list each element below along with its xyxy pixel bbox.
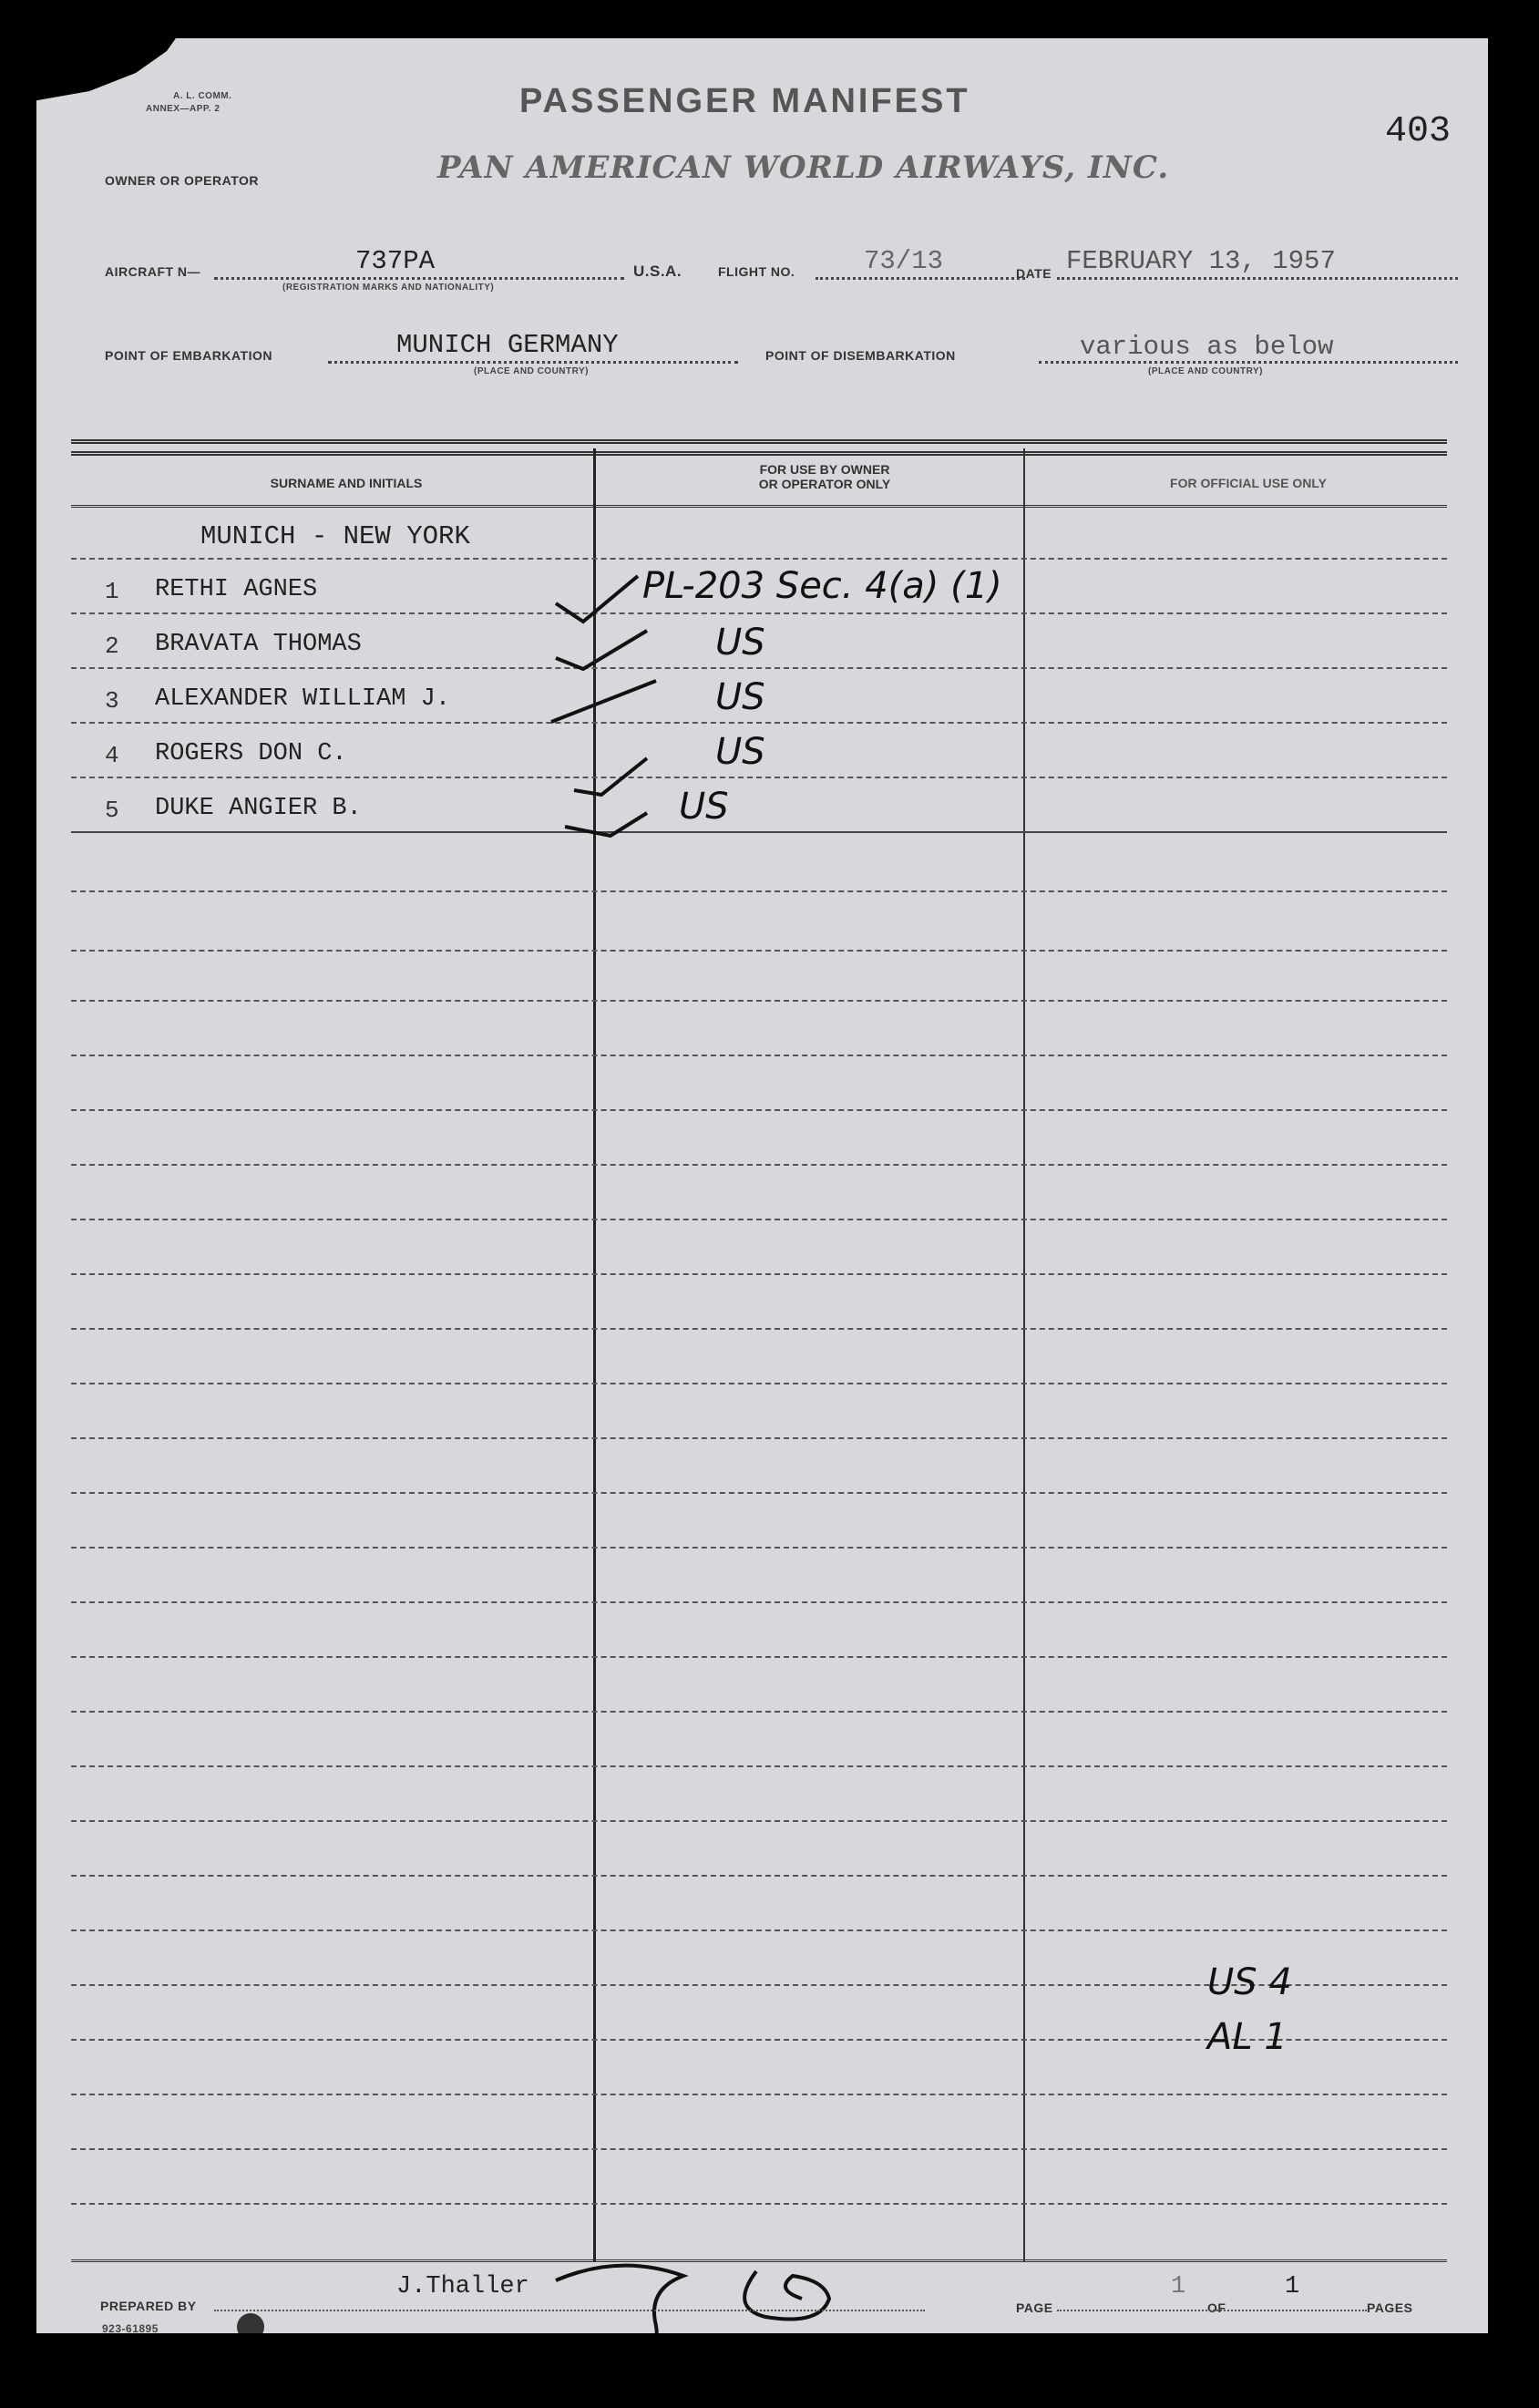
passenger-number: 2 <box>105 633 119 660</box>
passenger-number: 1 <box>105 578 119 605</box>
passenger-note: US <box>715 676 765 718</box>
disembark-value: various as below <box>1080 332 1334 362</box>
aircraft-sublabel: (REGISTRATION MARKS AND NATIONALITY) <box>282 283 495 293</box>
union-seal-icon <box>237 2313 264 2333</box>
flight-label: FLIGHT NO. <box>718 264 795 279</box>
passenger-number: 4 <box>105 742 119 769</box>
passenger-note: US <box>715 622 765 664</box>
owner-value: PAN AMERICAN WORLD AIRWAYS, INC. <box>437 149 1170 186</box>
passenger-note: US <box>679 786 729 828</box>
passenger-note: PL-203 Sec. 4(a) (1) <box>642 565 1002 607</box>
usa-label: U.S.A. <box>633 262 682 280</box>
col-divider-2 <box>1023 448 1025 2262</box>
route-heading: MUNICH - NEW YORK <box>200 521 470 551</box>
page-value: 1 <box>1171 2273 1186 2300</box>
page-number: 403 <box>1385 111 1452 152</box>
date-label: DATE <box>1016 266 1052 281</box>
torn-corner <box>36 38 182 102</box>
passenger-name: DUKE ANGIER B. <box>155 795 362 822</box>
disembark-sublabel: (PLACE AND COUNTRY) <box>1148 366 1263 376</box>
col-surname-header: SURNAME AND INITIALS <box>270 476 423 490</box>
form-code: 923-61895 <box>102 2322 159 2333</box>
tally-al: AL 1 <box>1207 2016 1288 2058</box>
tally-us: US 4 <box>1207 1961 1292 2003</box>
of-value: 1 <box>1285 2273 1300 2300</box>
prepared-value: J.Thaller <box>396 2273 529 2300</box>
signature-scribble <box>547 2226 911 2333</box>
embark-label: POINT OF EMBARKATION <box>105 348 272 363</box>
date-value: FEBRUARY 13, 1957 <box>1066 246 1336 276</box>
col-operator-header-2: OR OPERATOR ONLY <box>758 477 891 491</box>
col-official-header: FOR OFFICIAL USE ONLY <box>1170 476 1327 490</box>
passenger-name: ALEXANDER WILLIAM J. <box>155 685 451 713</box>
pages-label: PAGES <box>1367 2300 1413 2315</box>
col-operator-header-1: FOR USE BY OWNER <box>759 462 890 477</box>
passenger-name: ROGERS DON C. <box>155 740 347 767</box>
corner-line2: ANNEX—APP. 2 <box>146 104 221 114</box>
page-title: PASSENGER MANIFEST <box>519 82 970 120</box>
aircraft-label: AIRCRAFT N— <box>105 264 201 279</box>
passenger-note: US <box>715 731 765 773</box>
passenger-name: RETHI AGNES <box>155 576 318 603</box>
passenger-name: BRAVATA THOMAS <box>155 631 362 658</box>
passenger-number: 3 <box>105 687 119 715</box>
check-marks <box>547 567 693 849</box>
disembark-label: POINT OF DISEMBARKATION <box>765 348 956 363</box>
owner-label: OWNER OR OPERATOR <box>105 173 259 188</box>
page-label: PAGE <box>1016 2300 1053 2315</box>
embark-value: MUNICH GERMANY <box>396 330 619 360</box>
aircraft-value: 737PA <box>355 246 436 276</box>
of-label: OF <box>1207 2300 1226 2315</box>
corner-line1: A. L. COMM. <box>173 91 232 101</box>
embark-sublabel: (PLACE AND COUNTRY) <box>474 366 589 376</box>
prepared-label: PREPARED BY <box>100 2299 197 2313</box>
flight-value: 73/13 <box>864 246 944 276</box>
manifest-page <box>36 38 1488 2333</box>
passenger-number: 5 <box>105 797 119 824</box>
